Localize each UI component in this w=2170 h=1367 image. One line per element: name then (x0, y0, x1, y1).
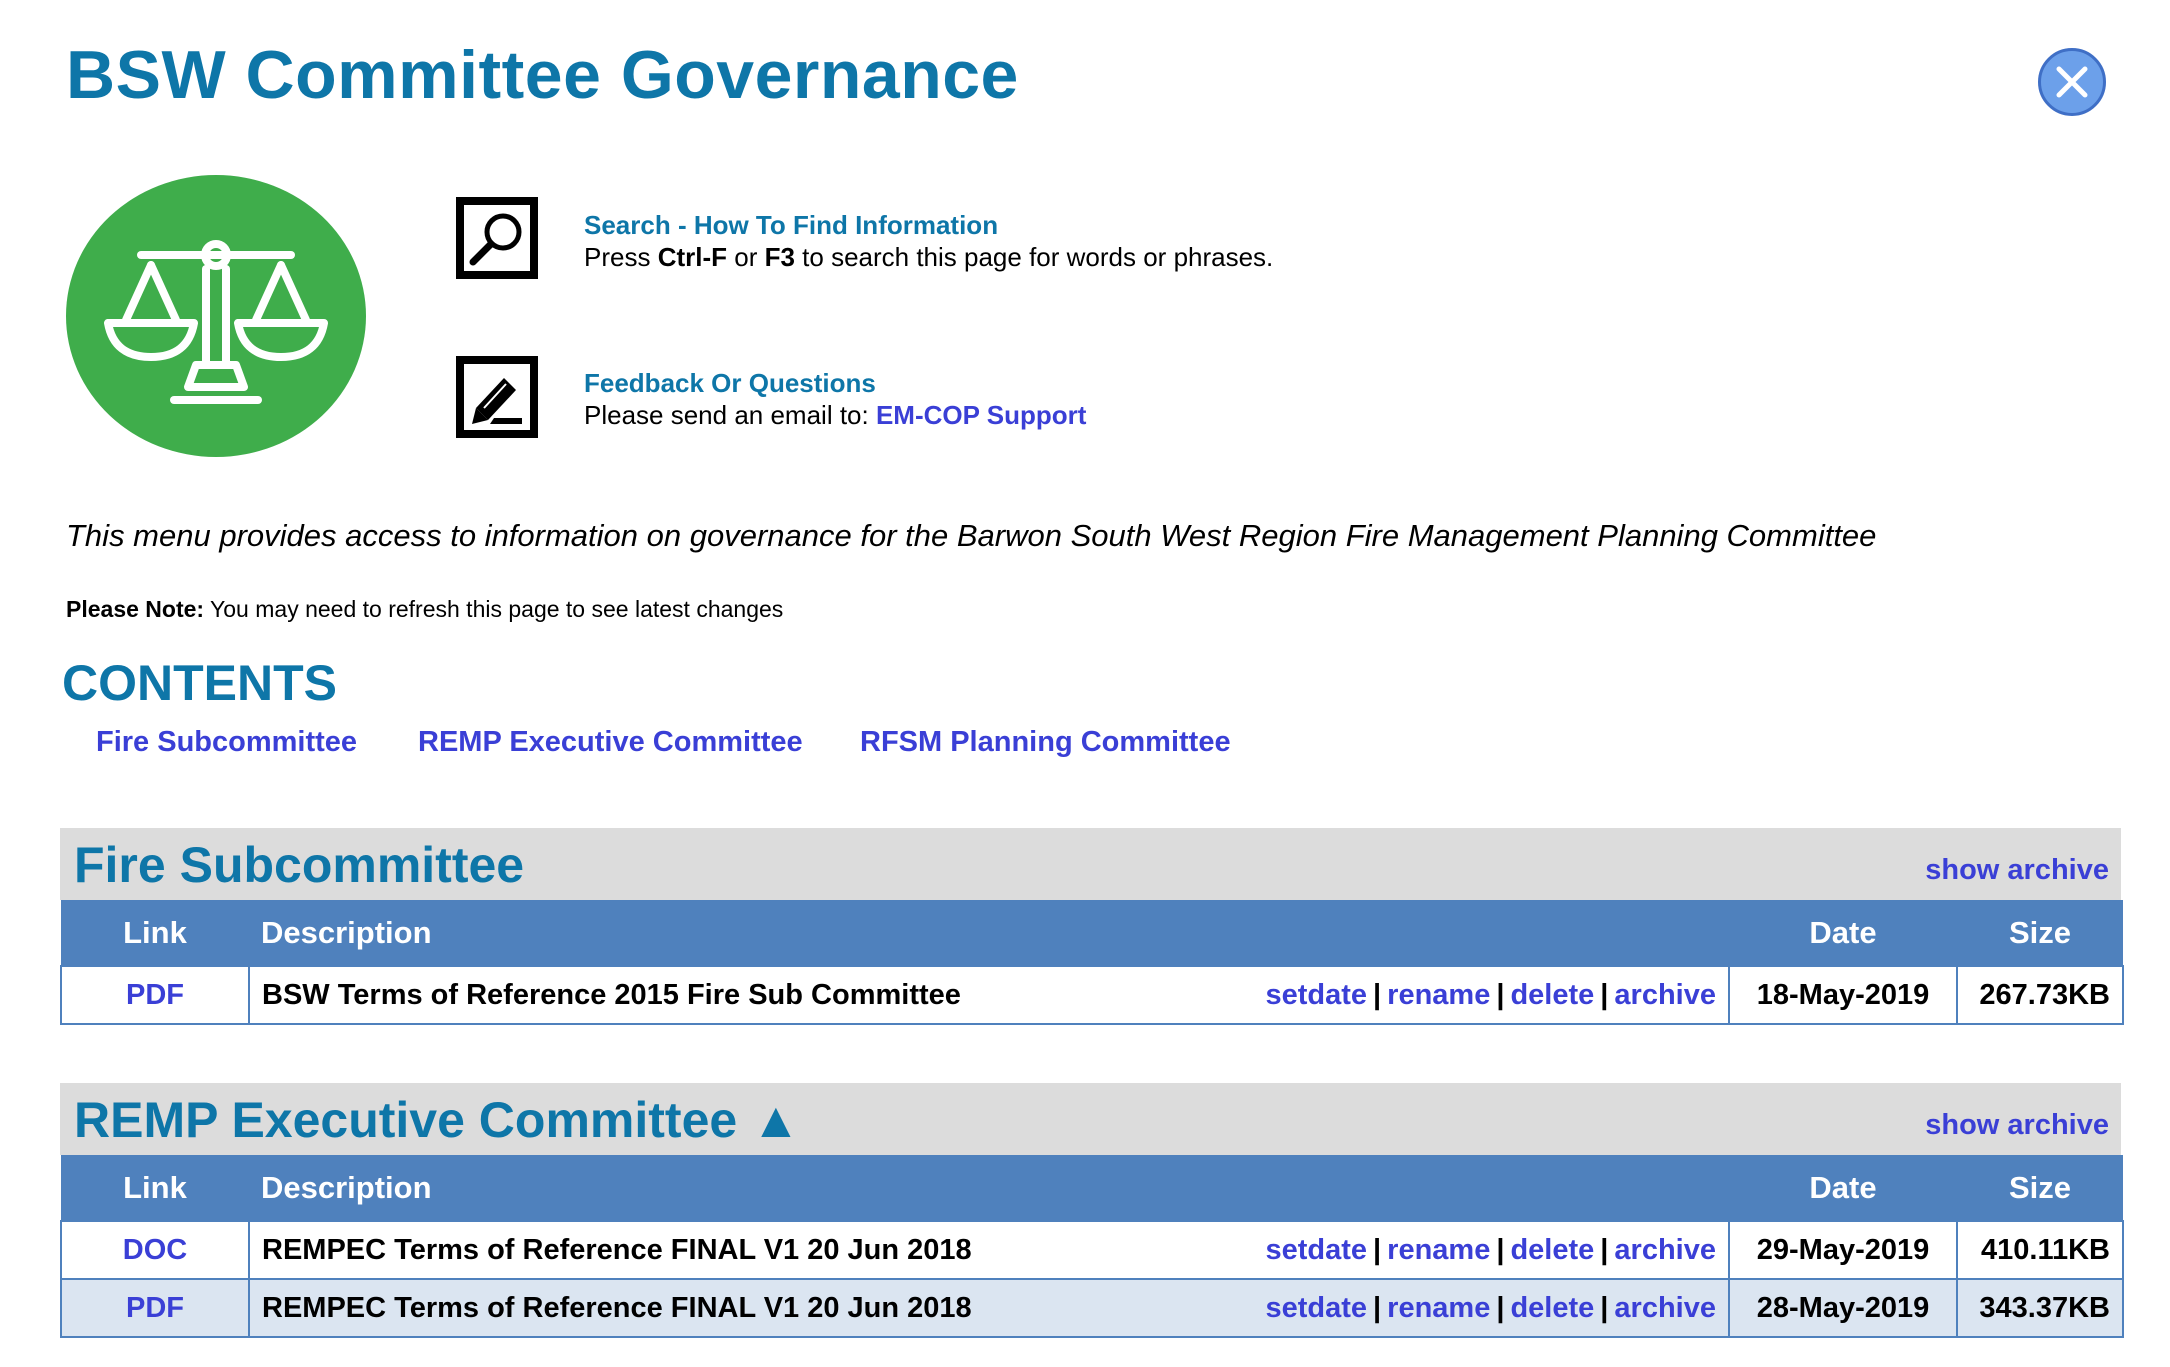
table-row (61, 1279, 2123, 1337)
column-header-description: Description (249, 900, 1729, 966)
document-description: BSW Terms of Reference 2015 Fire Sub Committee (262, 978, 961, 1011)
table-row (61, 966, 2123, 1024)
em-cop-support-link[interactable]: EM-COP Support (875, 400, 1087, 430)
column-header-date: Date (1729, 900, 1957, 966)
table-header-row (61, 1155, 2123, 1221)
toc-link-remp-executive-committee[interactable]: REMP Executive Committee (418, 726, 803, 758)
table-row (61, 1221, 2123, 1279)
toc-link-rfsm-planning-committee[interactable]: RFSM Planning Committee (860, 726, 1231, 758)
feedback-info-title: Feedback Or Questions (584, 368, 876, 398)
document-link[interactable]: DOC (122, 1233, 188, 1266)
column-header-link: Link (61, 1155, 249, 1221)
refresh-note: Please Note: You may need to refresh this page to see latest changes (66, 596, 784, 622)
setdate-link[interactable]: setdate (1265, 1233, 1368, 1266)
section-header-fire-subcommittee (60, 828, 2121, 900)
document-date: 28-May-2019 (1729, 1279, 1957, 1337)
page-title: BSW Committee Governance (66, 37, 1019, 113)
column-header-size: Size (1957, 900, 2123, 966)
archive-link[interactable]: archive (1614, 1233, 1716, 1266)
document-link[interactable]: PDF (126, 978, 184, 1011)
search-info-title: Search - How To Find Information (584, 210, 999, 240)
document-date: 18-May-2019 (1729, 966, 1957, 1024)
rename-link[interactable]: rename (1387, 978, 1491, 1011)
archive-link[interactable]: archive (1614, 978, 1716, 1011)
column-header-date: Date (1729, 1155, 1957, 1221)
contents-heading: CONTENTS (62, 655, 337, 711)
rename-link[interactable]: rename (1387, 1233, 1491, 1266)
document-link[interactable]: PDF (126, 1291, 184, 1324)
delete-link[interactable]: delete (1510, 1291, 1595, 1324)
archive-link[interactable]: archive (1614, 1291, 1716, 1324)
delete-link[interactable]: delete (1510, 1233, 1595, 1266)
setdate-link[interactable]: setdate (1265, 978, 1368, 1011)
document-description: REMPEC Terms of Reference FINAL V1 20 Jun 2018 (262, 1233, 972, 1266)
documents-table-remp-executive-committee (60, 1155, 2124, 1338)
column-header-description: Description (249, 1155, 1729, 1221)
section-title[interactable]: REMP Executive Committee ▲ (74, 1092, 801, 1148)
document-size: 343.37KB (1957, 1279, 2123, 1337)
rename-link[interactable]: rename (1387, 1291, 1491, 1324)
show-archive-link[interactable]: show archive (1925, 1109, 2109, 1141)
document-date: 29-May-2019 (1729, 1221, 1957, 1279)
section-title: Fire Subcommittee (74, 837, 525, 893)
search-info-text: Press Ctrl-F or F3 to search this page for words or phrases. (584, 242, 1274, 272)
document-size: 410.11KB (1957, 1221, 2123, 1279)
magnifier-icon (456, 197, 538, 279)
pen-writing-icon (456, 356, 538, 438)
column-header-size: Size (1957, 1155, 2123, 1221)
column-header-link: Link (61, 900, 249, 966)
row-actions: setdate | rename | delete | archive (1265, 978, 1716, 1011)
documents-table-fire-subcommittee (60, 900, 2124, 1025)
toc-link-fire-subcommittee[interactable]: Fire Subcommittee (96, 726, 358, 758)
row-actions: setdate | rename | delete | archive (1265, 1291, 1716, 1324)
close-button[interactable] (2038, 48, 2106, 116)
table-header-row (61, 900, 2123, 966)
close-icon (2041, 51, 2103, 113)
scales-of-justice-icon (66, 175, 366, 457)
show-archive-link[interactable]: show archive (1925, 854, 2109, 886)
document-size: 267.73KB (1957, 966, 2123, 1024)
setdate-link[interactable]: setdate (1265, 1291, 1368, 1324)
document-description: REMPEC Terms of Reference FINAL V1 20 Jun 2018 (262, 1291, 972, 1324)
feedback-info-text: Please send an email to: EM-COP Support (584, 400, 1087, 430)
row-actions: setdate | rename | delete | archive (1265, 1233, 1716, 1266)
intro-text: This menu provides access to information on governance for the Barwon South West Region Fire Management Planning Committee (66, 518, 1877, 553)
section-header-remp-executive-committee (60, 1083, 2121, 1155)
delete-link[interactable]: delete (1510, 978, 1595, 1011)
